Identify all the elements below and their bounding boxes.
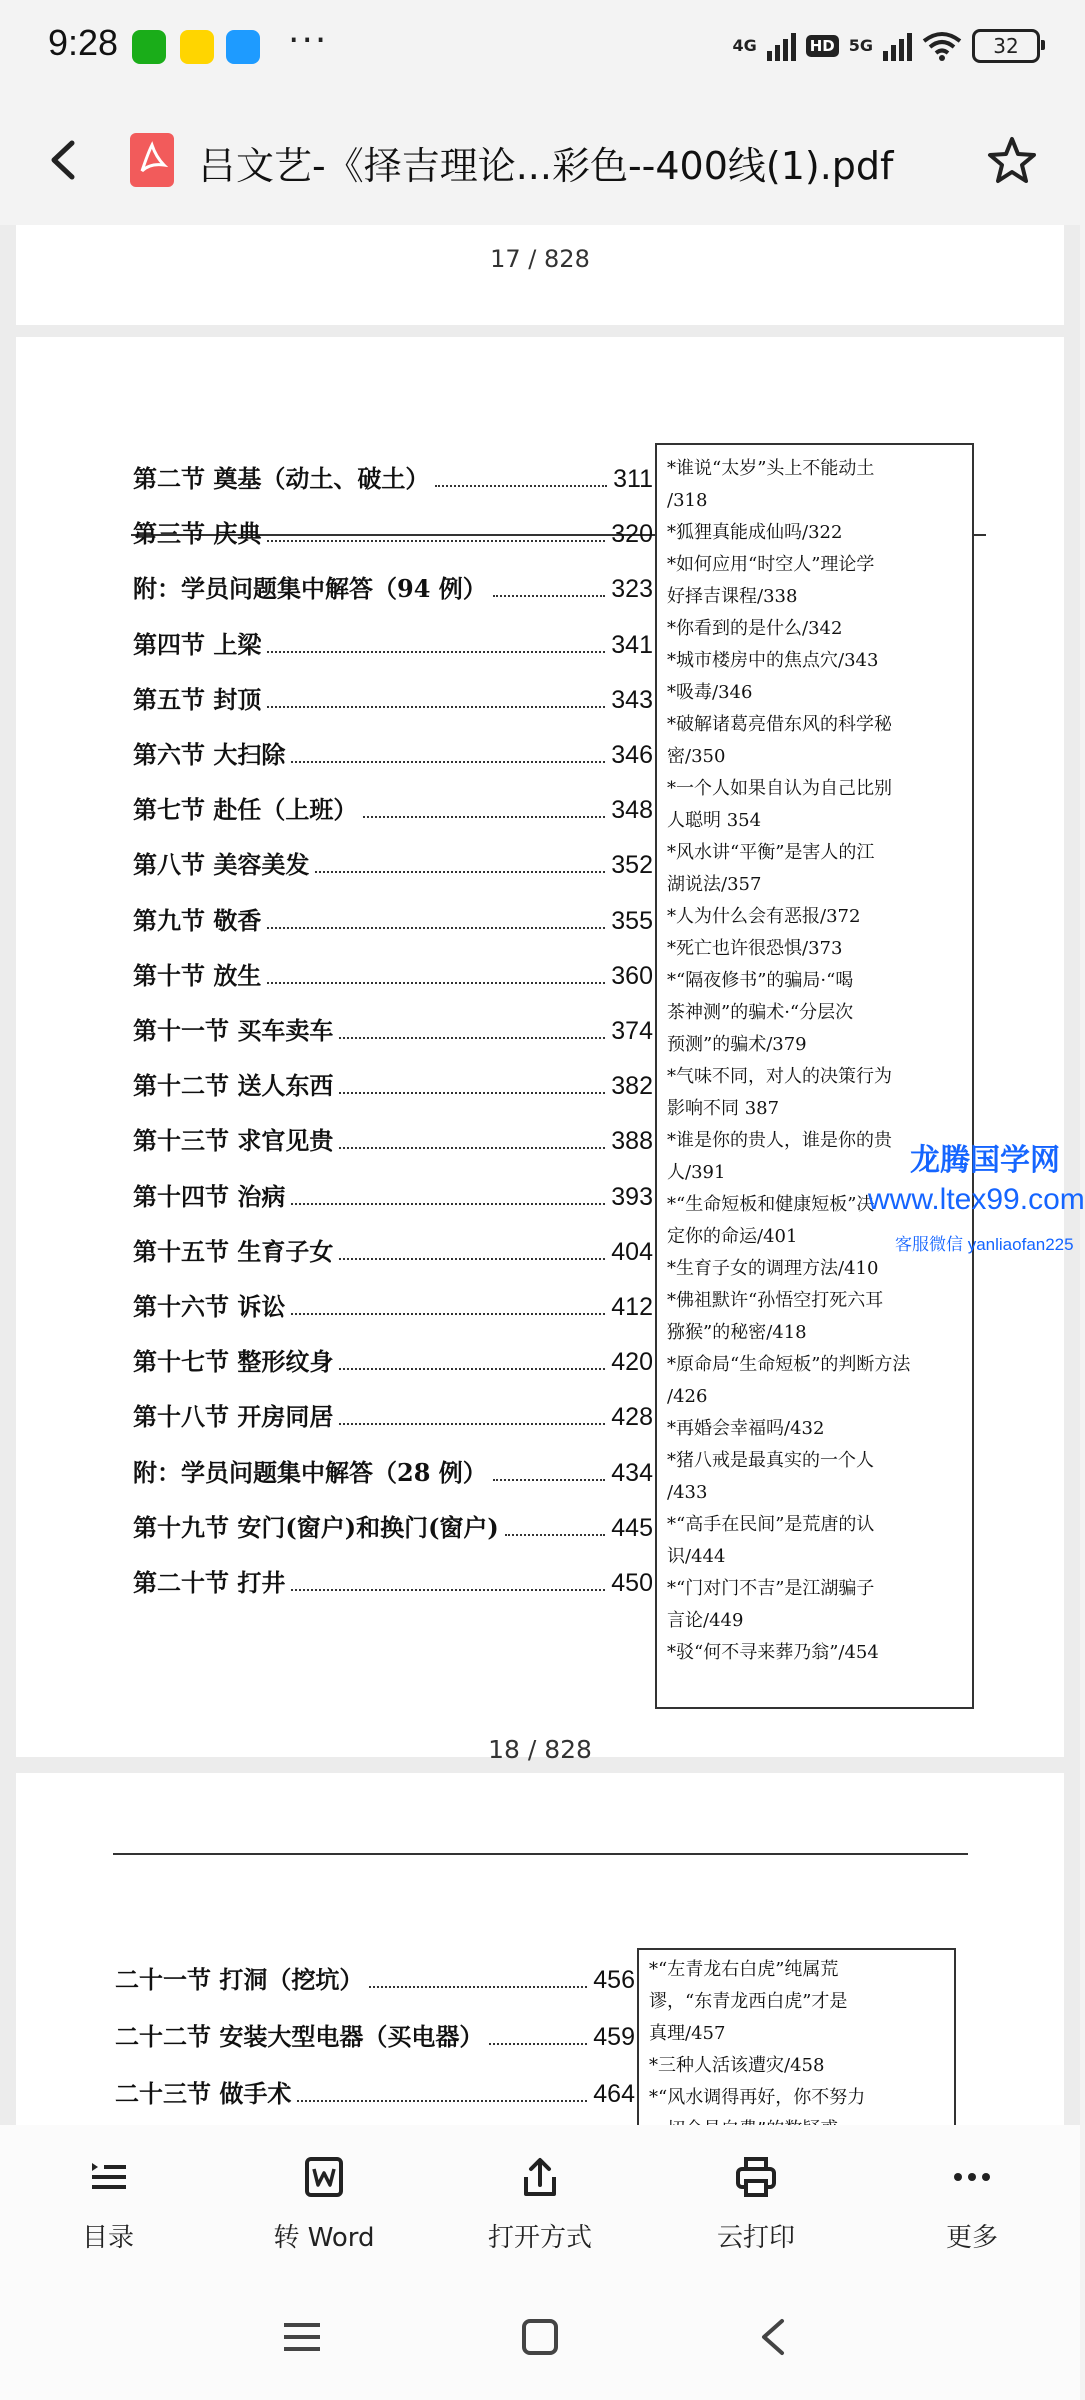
- print-icon: [734, 2155, 778, 2199]
- toc-entry: [115, 2074, 635, 2109]
- toc-entry: [133, 1397, 653, 1432]
- toc-leader-dots: [339, 1037, 605, 1039]
- more-notifications-icon: ···: [288, 20, 329, 61]
- toolbar-open-with-label: 打开方式: [487, 2223, 592, 2253]
- toolbar-word-label: 转 Word: [273, 2223, 375, 2253]
- sidebar-line: 好择吉课程/338: [667, 586, 798, 607]
- signal-icon-2: [883, 31, 912, 61]
- toc-entry-title: 第十九节 安门(窗户)和换门(窗户): [133, 1512, 499, 1542]
- word-convert-icon: [302, 2155, 346, 2199]
- sidebar-line: *“隔夜修书”的骗局·“喝: [667, 970, 854, 991]
- toc-entry-title: 第九节 敬香: [133, 905, 262, 935]
- recent-apps-icon[interactable]: [280, 2315, 324, 2359]
- toc-entry-title: 第二节 奠基（动土、破土）: [133, 464, 430, 493]
- toc-leader-dots: [435, 485, 607, 487]
- sidebar-line: 人/391: [667, 1162, 726, 1183]
- toc-entry-page: 428: [611, 1403, 653, 1432]
- star-icon[interactable]: [984, 133, 1040, 189]
- sidebar-line: *“门对门不吉”是江湖骗子: [667, 1578, 875, 1599]
- sidebar-line: 猕猴”的秘密/418: [667, 1322, 807, 1343]
- toc-entry-title: 第四节 上梁: [133, 629, 262, 659]
- sidebar-line: *猪八戒是最真实的一个人: [667, 1450, 874, 1471]
- sidebar-line: 密/350: [667, 746, 726, 767]
- toc-entry-page: 388: [611, 1127, 653, 1156]
- toc-entry-title: 二十二节 安装大型电器（买电器）: [115, 2022, 484, 2051]
- sidebar-line: 预测”的骗术/379: [667, 1034, 807, 1055]
- toc-leader-dots: [267, 982, 605, 984]
- status-indicators: [732, 26, 1040, 66]
- toc-entry-page: 382: [611, 1072, 653, 1101]
- toolbar-open-with-button[interactable]: [440, 2125, 640, 2275]
- toc-entry-page: 343: [611, 685, 653, 714]
- sidebar-line: *风水讲“平衡”是害人的江: [667, 842, 875, 863]
- hd-badge: HD: [806, 35, 839, 57]
- toc-entry-title: 第十八节 开房同居: [133, 1402, 334, 1432]
- toc-entry-title: 第十六节 诉讼: [133, 1292, 286, 1321]
- app-notification-icon-2: [226, 30, 260, 64]
- sidebar-line: *狐狸真能成仙吗/322: [667, 522, 843, 543]
- wifi-icon: [922, 31, 962, 61]
- toc-entry: [133, 1508, 653, 1543]
- toolbar-toc-button[interactable]: [8, 2125, 208, 2275]
- watermark-title: 龙腾国学网: [910, 1144, 1060, 1177]
- sidebar-line: 茶神测”的骗术·“分层次: [667, 1002, 854, 1023]
- sidebar-line: *死亡也许很恐惧/373: [667, 938, 843, 959]
- toc-entry: [133, 790, 653, 825]
- toc-entry-title: 第十四节 治病: [133, 1181, 286, 1211]
- sidebar-line: *谁说“太岁”头上不能动土: [667, 458, 875, 479]
- toolbar-print-button[interactable]: [656, 2125, 856, 2275]
- sidebar-line: *原命局“生命短板”的判断方法: [667, 1354, 911, 1375]
- pdf-file-icon: [130, 133, 174, 187]
- toc-leader-dots: [505, 1534, 606, 1536]
- toc-entry-title: 第八节 美容美发: [133, 850, 310, 880]
- pdf-viewer[interactable]: [0, 225, 1085, 2125]
- toc-entry: [115, 2017, 635, 2052]
- sidebar-line: *“左青龙右白虎”纯属荒: [649, 1959, 839, 1980]
- toc-entry: [133, 1011, 653, 1046]
- sidebar-line: *城市楼房中的焦点穴/343: [667, 650, 879, 671]
- sidebar-line: *破解诸葛亮借东风的科学秘: [667, 714, 892, 735]
- system-nav-bar: [0, 2275, 1080, 2400]
- toc-entry-page: 323: [611, 575, 653, 604]
- toc-entry-page: 459: [593, 2023, 635, 2051]
- toc-entry: [133, 1066, 653, 1101]
- toc-entry-title: 二十一节 打洞（挖坑）: [115, 1965, 364, 1994]
- network-4g-label: 4G: [732, 36, 757, 55]
- toc-entry-page: 360: [611, 961, 653, 990]
- toc-leader-dots: [267, 927, 605, 929]
- sidebar-line: *一个人如果自认为自己比别: [667, 778, 892, 799]
- toc-entry: [133, 1453, 653, 1488]
- share-icon: [518, 2155, 562, 2199]
- toc-leader-dots: [339, 1368, 605, 1370]
- toc-entry-title: 第六节 大扫除: [133, 740, 286, 769]
- sidebar-line: *气味不同，对人的决策行为: [667, 1066, 892, 1087]
- toc-entry: [133, 514, 653, 549]
- toc-entry-page: 341: [611, 630, 653, 659]
- toc-entry: [133, 1563, 653, 1598]
- toc-entry-page: 320: [611, 520, 653, 549]
- toc-entry: [133, 680, 653, 715]
- sidebar-line: 定你的命运/401: [667, 1226, 798, 1247]
- back-icon[interactable]: [40, 135, 90, 185]
- toc-leader-dots: [267, 651, 605, 653]
- sidebar-line: *“风水调得再好，你不努力: [649, 2087, 866, 2108]
- page-indicator-17: 17 / 828: [490, 245, 590, 273]
- toc-entry-page: 311: [613, 465, 653, 493]
- sidebar-line: 谬，“东青龙西白虎”才是: [649, 1991, 848, 2012]
- toc-entry-page: 445: [611, 1513, 653, 1542]
- battery-icon: [972, 29, 1040, 63]
- sidebar-line: /426: [667, 1386, 708, 1407]
- sidebar-line: *“高手在民间”是荒唐的认: [667, 1514, 875, 1535]
- toc-entry-title: 第三节 庆典: [133, 519, 262, 549]
- toc-entry-title: 第十三节 求官见贵: [133, 1126, 334, 1156]
- toolbar-more-button[interactable]: [872, 2125, 1072, 2275]
- watermark-url: www.ltex99.com: [868, 1183, 1085, 1216]
- more-icon: [950, 2155, 994, 2199]
- toolbar-more-label: 更多: [945, 2223, 998, 2253]
- nav-back-icon[interactable]: [752, 2315, 796, 2359]
- toc-entry-title: 第十二节 送人东西: [133, 1071, 334, 1101]
- sidebar-line: *如何应用“时空人”理论学: [667, 554, 875, 575]
- toc-leader-dots: [339, 1423, 605, 1425]
- toc-entry-title: 第十七节 整形纹身: [133, 1347, 334, 1377]
- sidebar-line: /433: [667, 1482, 708, 1503]
- toc-entry-title: 第七节 赴任（上班）: [133, 795, 358, 825]
- toolbar-toc-label: 目录: [81, 2223, 134, 2253]
- sidebar-line: *人为什么会有恶报/372: [667, 906, 861, 927]
- toc-leader-dots: [493, 1479, 606, 1481]
- toc-leader-dots: [493, 595, 606, 597]
- sidebar-box: [655, 443, 974, 1709]
- toc-entry-page: 393: [611, 1182, 653, 1211]
- toc-entry-page: 456: [593, 1966, 635, 1994]
- toc-entry: [133, 956, 653, 991]
- toc-entry-title: 第五节 封顶: [133, 684, 262, 714]
- toc-entry-page: 434: [611, 1458, 653, 1487]
- toc-leader-dots: [267, 540, 605, 542]
- page-indicator-18: 18 / 828: [488, 1735, 592, 1764]
- toc-entry: [133, 1232, 653, 1267]
- toc-entry: [133, 1177, 653, 1212]
- sidebar-line: /318: [667, 490, 708, 511]
- document-title: 吕文艺-《择吉理论...彩色--400线(1).pdf: [198, 144, 894, 188]
- toc-entry-title: 第二十节 打井: [133, 1568, 286, 1597]
- network-5g-label: 5G: [848, 36, 873, 55]
- toc-entry: [133, 1342, 653, 1377]
- toc-entry: [133, 901, 653, 936]
- home-icon[interactable]: [518, 2315, 562, 2359]
- sidebar-line: *三种人活该遭灾/458: [649, 2055, 825, 2076]
- toc-leader-dots: [363, 816, 605, 818]
- toc-leader-dots: [291, 1313, 605, 1315]
- toc-leader-dots: [297, 2100, 587, 2102]
- sidebar-line: *“生命短板和健康短板”决: [667, 1194, 875, 1215]
- sidebar-line: 影响不同 387: [667, 1098, 780, 1119]
- sidebar-line: *再婚会幸福吗/432: [667, 1418, 825, 1439]
- sidebar-line: *谁是你的贵人，谁是你的贵: [667, 1130, 892, 1151]
- toc-leader-dots: [339, 1258, 605, 1260]
- toc-entry: [133, 625, 653, 660]
- toc-entry-title: 第十五节 生育子女: [133, 1236, 334, 1266]
- toc-leader-dots: [489, 2043, 587, 2045]
- toc-leader-dots: [291, 1589, 605, 1591]
- toc-entry-title: 附：学员问题集中解答（28 例）: [133, 1457, 487, 1487]
- sidebar-line: *吸毒/346: [667, 682, 753, 703]
- toc-entry: [133, 735, 653, 770]
- toc-entry-title: 附：学员问题集中解答（94 例）: [133, 574, 487, 604]
- sidebar-line: 人聪明 354: [667, 810, 762, 831]
- toc-icon: [86, 2155, 130, 2199]
- sidebar-line: 言论/449: [667, 1610, 744, 1631]
- toc-leader-dots: [369, 1986, 587, 1988]
- app-notification-icon: [180, 30, 214, 64]
- toc-leader-dots: [291, 1203, 605, 1205]
- status-time: 9:28: [48, 22, 119, 63]
- toc-entry-page: 374: [611, 1017, 653, 1045]
- toc-entry-page: 346: [611, 741, 653, 769]
- toc-entry: [133, 569, 653, 604]
- toc-leader-dots: [267, 706, 605, 708]
- toc-entry: [133, 845, 653, 880]
- toc-entry-page: 464: [593, 2080, 635, 2108]
- toc-entry-page: 412: [611, 1293, 653, 1321]
- toc-leader-dots: [339, 1092, 605, 1094]
- toc-entry-title: 第十一节 买车卖车: [133, 1016, 334, 1045]
- title-bar: [0, 95, 1080, 225]
- toc-leader-dots: [291, 761, 605, 763]
- toc-entry: [133, 459, 653, 494]
- toc-entry: [133, 1121, 653, 1156]
- toc-entry-title: 第十节 放生: [133, 960, 262, 990]
- toc-leader-dots: [339, 1147, 605, 1149]
- sidebar-list-19: [639, 1950, 954, 2146]
- sidebar-line: *驳“何不寻来葬乃翁”/454: [667, 1642, 879, 1663]
- sidebar-line: 识/444: [667, 1546, 726, 1567]
- toolbar-print-label: 云打印: [716, 2223, 795, 2253]
- wechat-icon: [132, 30, 166, 64]
- sidebar-line: 湖说法/357: [667, 874, 762, 895]
- status-bar: [0, 0, 1080, 95]
- toc-entry-title: 二十三节 做手术: [115, 2079, 292, 2108]
- sidebar-line: *佛祖默许“孙悟空打死六耳: [667, 1290, 884, 1311]
- sidebar-line: *你看到的是什么/342: [667, 618, 843, 639]
- toc-leader-dots: [315, 871, 605, 873]
- signal-icon: [767, 31, 796, 61]
- toc-entry-page: 404: [611, 1237, 653, 1266]
- toc-entry: [133, 1287, 653, 1322]
- toc-entry-page: 352: [611, 851, 653, 880]
- toolbar-word-button[interactable]: [224, 2125, 424, 2275]
- sidebar-list: [657, 445, 972, 1669]
- toc-entry-page: 420: [611, 1348, 653, 1377]
- toc-entry-page: 355: [611, 906, 653, 935]
- top-rule-19: [113, 1853, 968, 1855]
- sidebar-line: *生育子女的调理方法/410: [667, 1258, 879, 1279]
- toc-entry-page: 348: [611, 796, 653, 825]
- pdf-page-17: [16, 225, 1064, 325]
- battery-level: 32: [993, 34, 1019, 58]
- sidebar-line: 真理/457: [649, 2023, 726, 2044]
- watermark-contact: 客服微信 yanliaofan225: [895, 1235, 1074, 1254]
- toc-entry-page: 450: [611, 1569, 653, 1597]
- bottom-toolbar: [0, 2125, 1080, 2275]
- toc-entry: [115, 1960, 635, 1995]
